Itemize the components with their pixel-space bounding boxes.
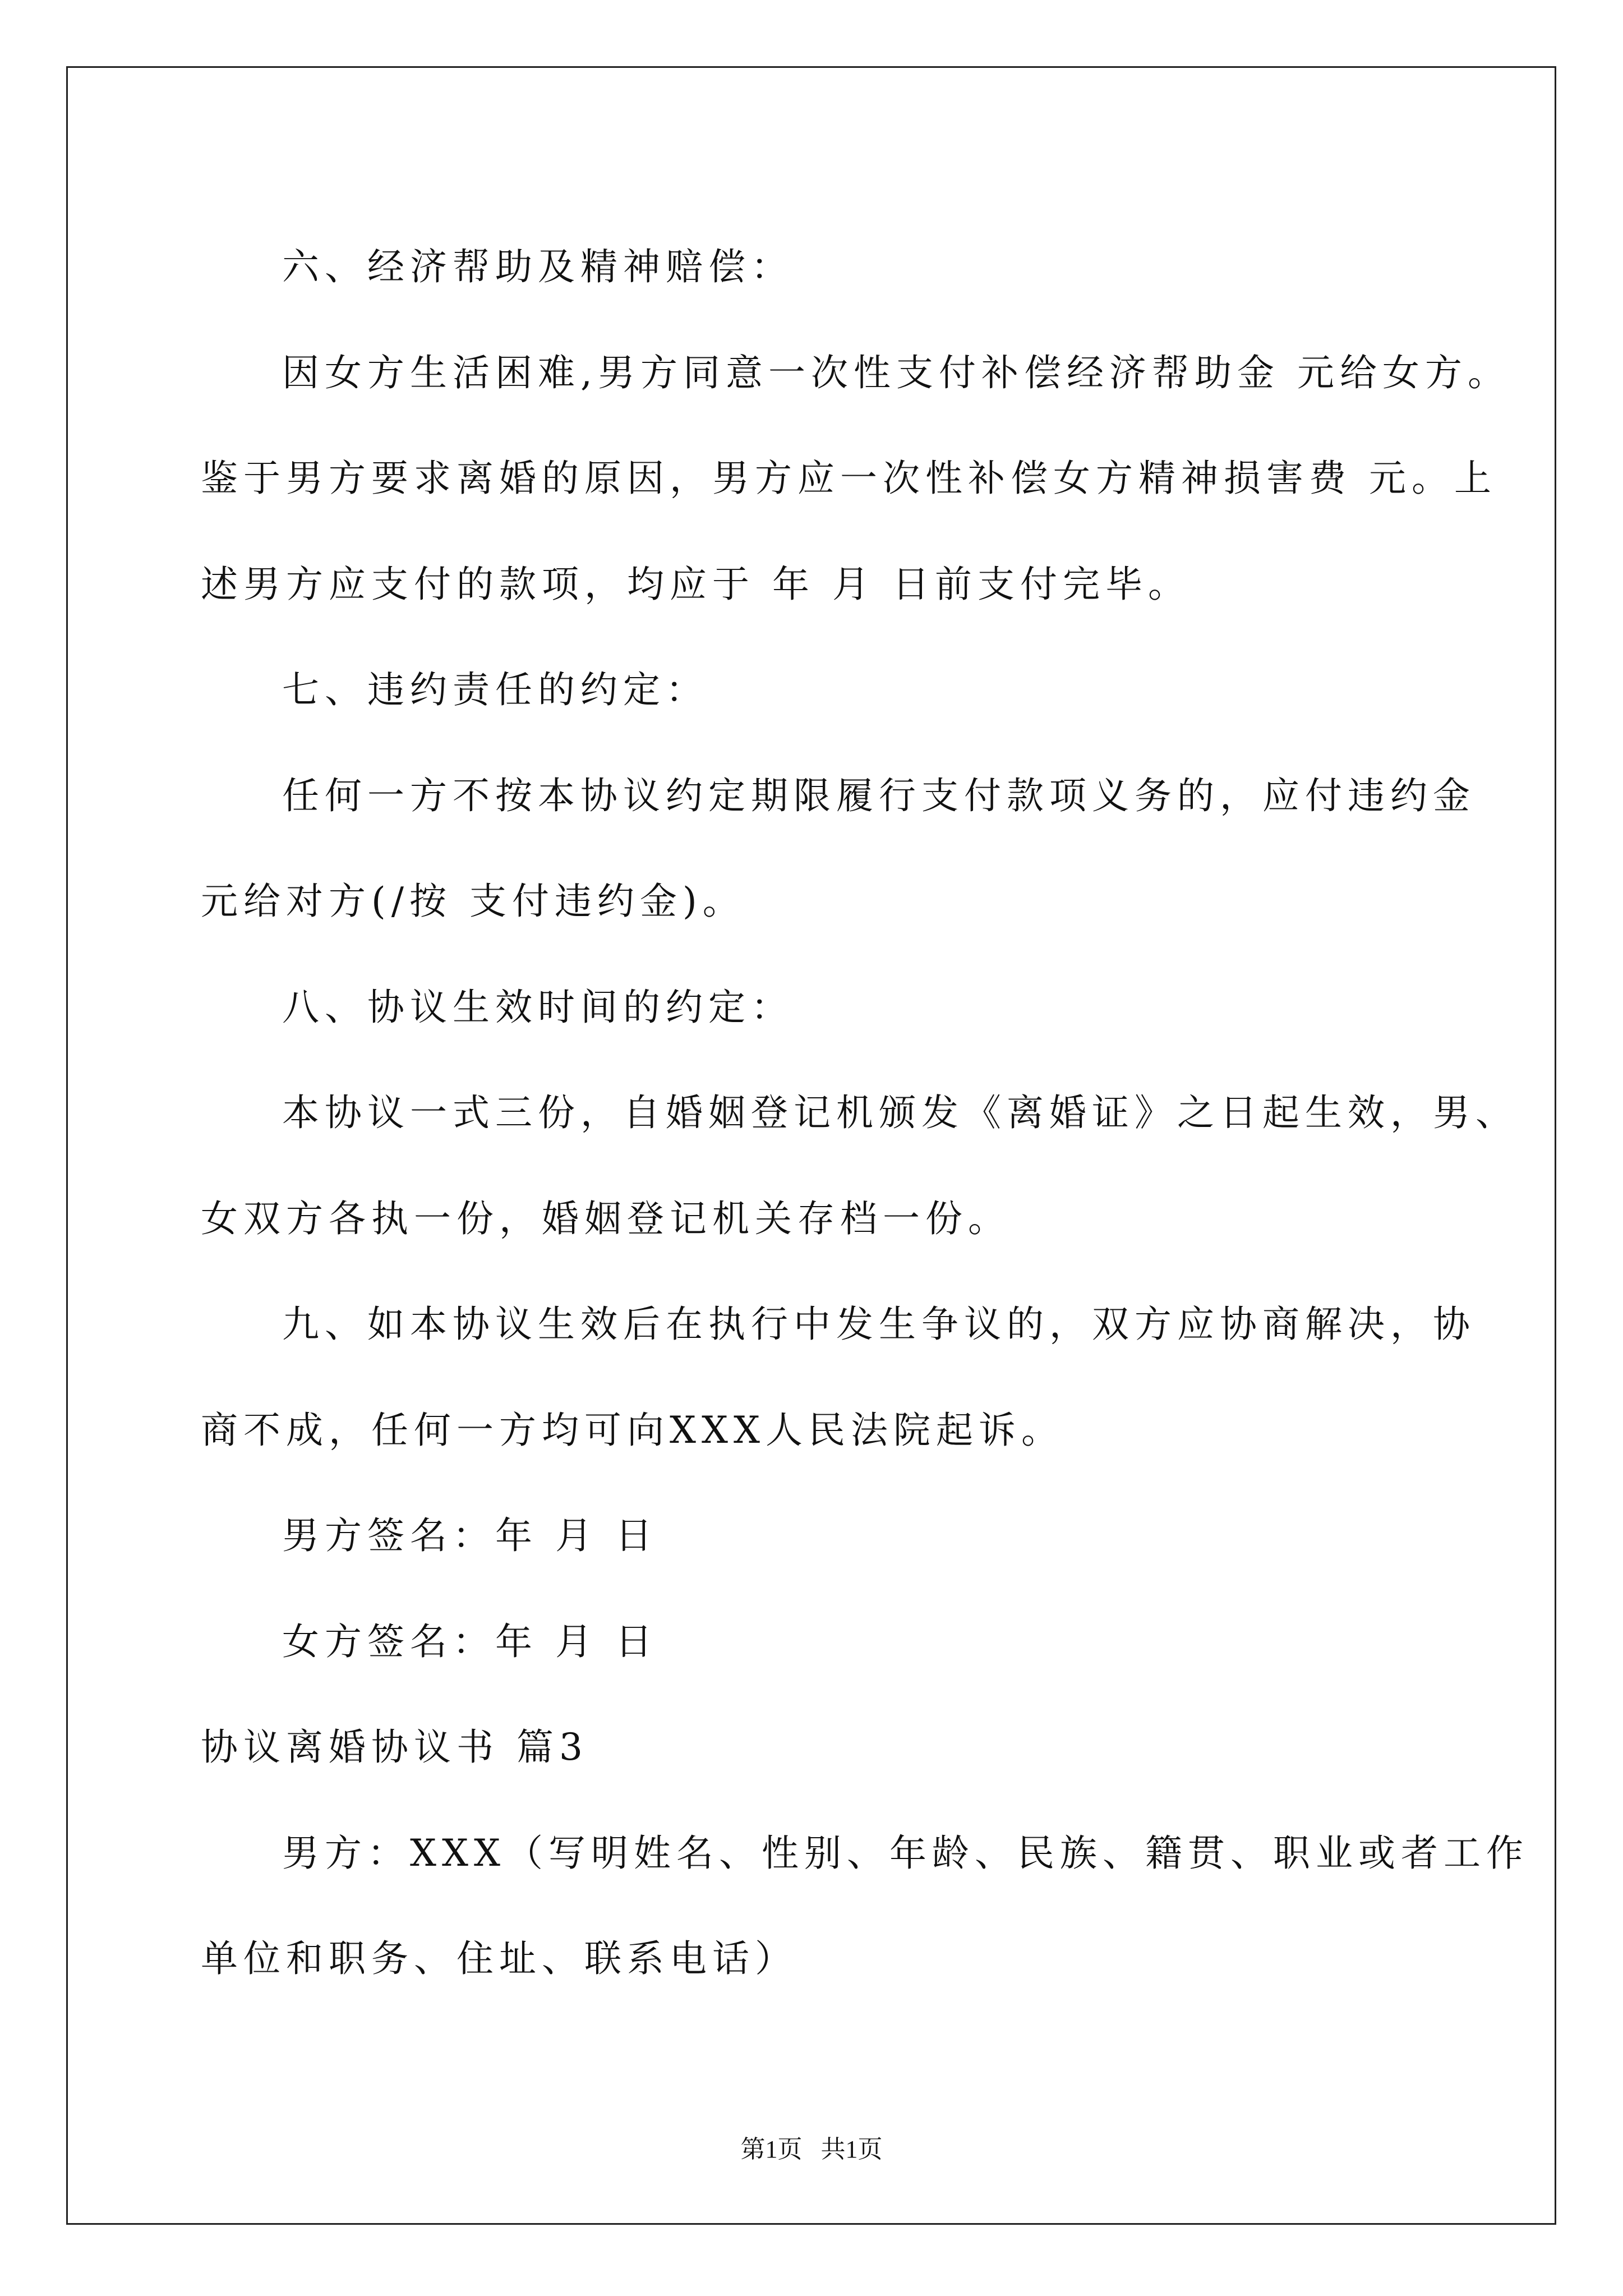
paragraph-line: 商不成，任何一方均可向XXX人民法院起诉。 [201,1408,1064,1452]
paragraph-line: 本协议一式三份，自婚姻登记机颁发《离婚证》之日起生效，男、 [282,1091,1518,1134]
document-body [201,214,1529,2012]
paragraph-line: 因女方生活困难,男方同意一次性支付补偿经济帮助金 元给女方。 [282,351,1510,394]
page-number-footer: 第1页 共1页 [740,2136,883,2163]
section-heading-economic-help: 六、经济帮助及精神赔偿： [282,245,794,288]
agreement-title-part-3: 协议离婚协议书 篇3 [201,1726,588,1769]
paragraph-line: 男方：XXX（写明姓名、性别、年龄、民族、籍贯、职业或者工作 [282,1831,1529,1875]
paragraph-line: 述男方应支付的款项，均应于 年 月 日前支付完毕。 [201,562,1191,606]
male-signature-line: 男方签名：年 月 日 [282,1514,658,1557]
paragraph-line: 任何一方不按本协议约定期限履行支付款项义务的，应付违约金 [282,774,1476,817]
section-heading-effective-time: 八、协议生效时间的约定： [282,985,794,1029]
female-signature-line: 女方签名：年 月 日 [282,1619,658,1663]
paragraph-line: 单位和职务、住址、联系电话） [201,1937,797,1980]
paragraph-line: 鉴于男方要求离婚的原因，男方应一次性补偿女方精神损害费 元。上 [201,457,1497,500]
section-heading-breach-liability: 七、违约责任的约定： [282,668,708,711]
paragraph-line: 元给对方(/按 支付违约金)。 [201,880,745,923]
paragraph-line: 九、如本协议生效后在执行中发生争议的，双方应协商解决，协 [282,1303,1476,1346]
paragraph-line: 女双方各执一份，婚姻登记机关存档一份。 [201,1197,1011,1240]
